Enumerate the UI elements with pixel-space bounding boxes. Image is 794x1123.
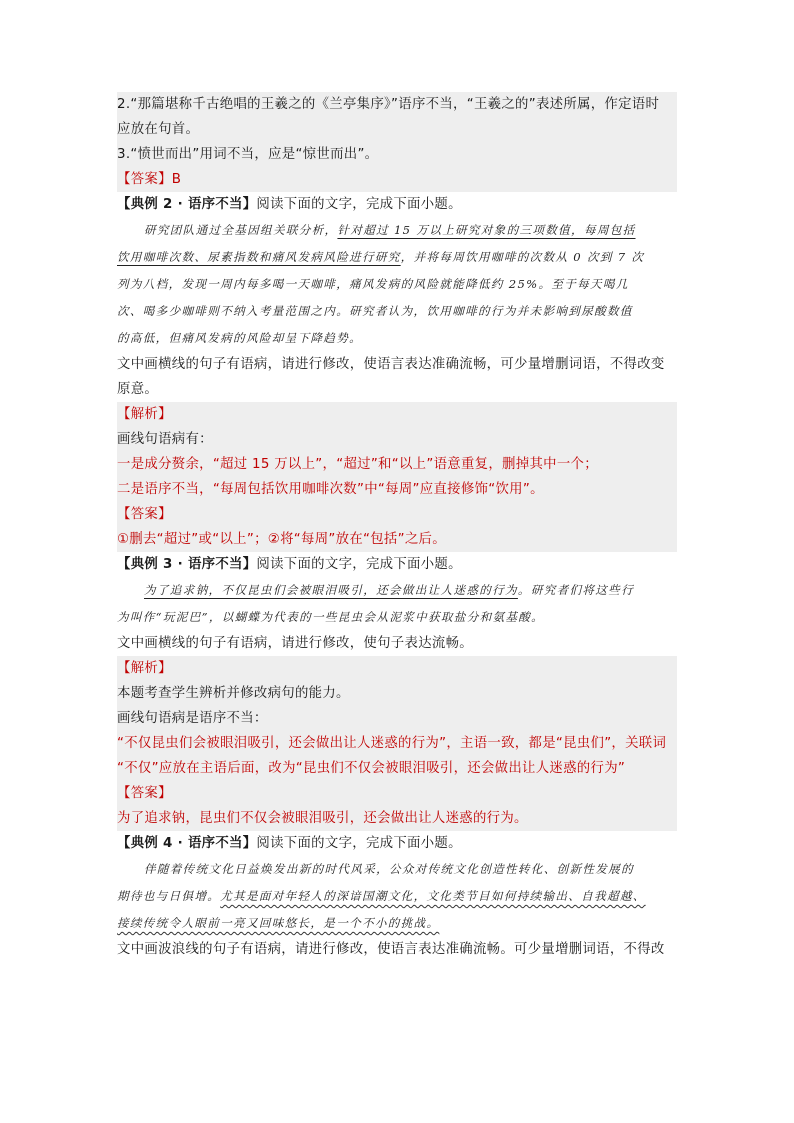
answer-label: 【答案】	[117, 502, 677, 527]
underlined-sentence: 饮用咖啡次数、尿素指数和痛风发病风险进行研究	[117, 250, 401, 264]
example-instruction: 阅读下面的文字，完成下面小题。	[256, 836, 462, 851]
analysis-label: 【解析】	[117, 656, 677, 681]
example-title: 【典例 2 · 语序不当】	[117, 197, 257, 212]
answer-line: 为了追求钠，昆虫们不仅会被眼泪吸引，还会做出让人迷惑的行为。	[117, 806, 677, 831]
underlined-sentence: 针对超过 15 万以上研究对象的三项数值，每周包括	[337, 223, 636, 237]
passage-line: 次、喝多少咖啡则不纳入考量范围之内。研究者认为，饮用咖啡的行为并未影响到尿酸数值	[117, 304, 633, 318]
passage-text: 期待也与日俱增。	[117, 889, 221, 903]
wavy-underlined-sentence: 尤其是面对年轻人的深谙国潮文化，文化类节目如何持续输出、自我超越、	[220, 889, 646, 903]
passage-line: 的高低，但痛风发病的风险却呈下降趋势。	[117, 331, 362, 345]
passage-line	[117, 883, 677, 910]
analysis-line: 画线句语病有：	[117, 427, 677, 452]
passage-text: 研究团队通过全基因组关联分析，	[144, 223, 338, 237]
analysis-line: 应放在句首。	[117, 117, 677, 142]
question-line: 文中画横线的句子有语病，请进行修改，使句子表达流畅。	[117, 636, 473, 651]
analysis-line: 3.“愤世而出”用词不当，应是“惊世而出”。	[117, 142, 677, 167]
answer-line	[117, 167, 677, 192]
document-page	[117, 92, 677, 962]
question-line: 文中画横线的句子有语病，请进行修改，使语言表达准确流畅，可少量增删词语，不得改变	[117, 357, 665, 372]
analysis-line: 一是成分赘余，“超过 15 万以上”，“超过”和“以上”语意重复，删掉其中一个；	[117, 452, 677, 477]
underlined-sentence: 为了追求钠，不仅昆虫们会被眼泪吸引，还会做出让人迷惑的行为	[144, 583, 518, 597]
analysis-line: 画线句语病是语序不当：	[117, 706, 677, 731]
example-instruction: 阅读下面的文字，完成下面小题。	[256, 197, 462, 212]
answer-line: ①删去“超过”或“以上”；②将“每周”放在“包括”之后。	[117, 527, 677, 552]
passage-line	[117, 217, 677, 244]
passage-text: ，并将每周饮用咖啡的次数从 0 次到 7 次	[400, 250, 645, 264]
passage-line	[117, 577, 677, 604]
example-heading	[117, 552, 677, 577]
passage-text: 。研究者们将这些行	[517, 583, 634, 597]
passage-line: 伴随着传统文化日益焕发出新的时代风采，公众对传统文化创造性转化、创新性发展的	[144, 862, 634, 876]
question-line: 文中画波浪线的句子有语病，请进行修改，使语言表达准确流畅。可少量增删词语，不得改	[117, 942, 665, 957]
passage-line: 列为八档，发现一周内每多喝一天咖啡，痛风发病的风险就能降低约 25%。至于每天喝几	[117, 277, 629, 291]
analysis-line: “不仅昆虫们会被眼泪吸引，还会做出让人迷惑的行为”，主语一致，都是“昆虫们”，关联词	[117, 731, 677, 756]
example-title: 【典例 4 · 语序不当】	[117, 836, 257, 851]
example-heading	[117, 831, 677, 856]
answer-label: 【答案】	[117, 172, 172, 187]
analysis-line: 二是语序不当，“每周包括饮用咖啡次数”中“每周”应直接修饰“饮用”。	[117, 477, 677, 502]
example-heading	[117, 192, 677, 217]
passage-line	[117, 910, 677, 937]
example-title: 【典例 3 · 语序不当】	[117, 557, 257, 572]
answer-label: 【答案】	[117, 781, 677, 806]
analysis-line: 2.“那篇堪称千古绝唱的王羲之的《兰亭集序》”语序不当，“王羲之的”表述所属，作定语时	[117, 92, 677, 117]
analysis-line: “不仅”应放在主语后面，改为“昆虫们不仅会被眼泪吸引，还会做出让人迷惑的行为”	[117, 756, 677, 781]
example-instruction: 阅读下面的文字，完成下面小题。	[256, 557, 462, 572]
question-line: 原意。	[117, 382, 159, 397]
answer-value: B	[171, 172, 182, 187]
passage-line	[117, 244, 677, 271]
analysis-line: 本题考查学生辨析并修改病句的能力。	[117, 681, 677, 706]
wavy-underlined-sentence: 接续传统令人眼前一亮又回味悠长，是一个不小的挑战。	[117, 916, 440, 930]
passage-line: 为叫作“玩泥巴”，以蝴蝶为代表的一些昆虫会从泥浆中获取盐分和氨基酸。	[117, 610, 545, 624]
analysis-label: 【解析】	[117, 402, 677, 427]
